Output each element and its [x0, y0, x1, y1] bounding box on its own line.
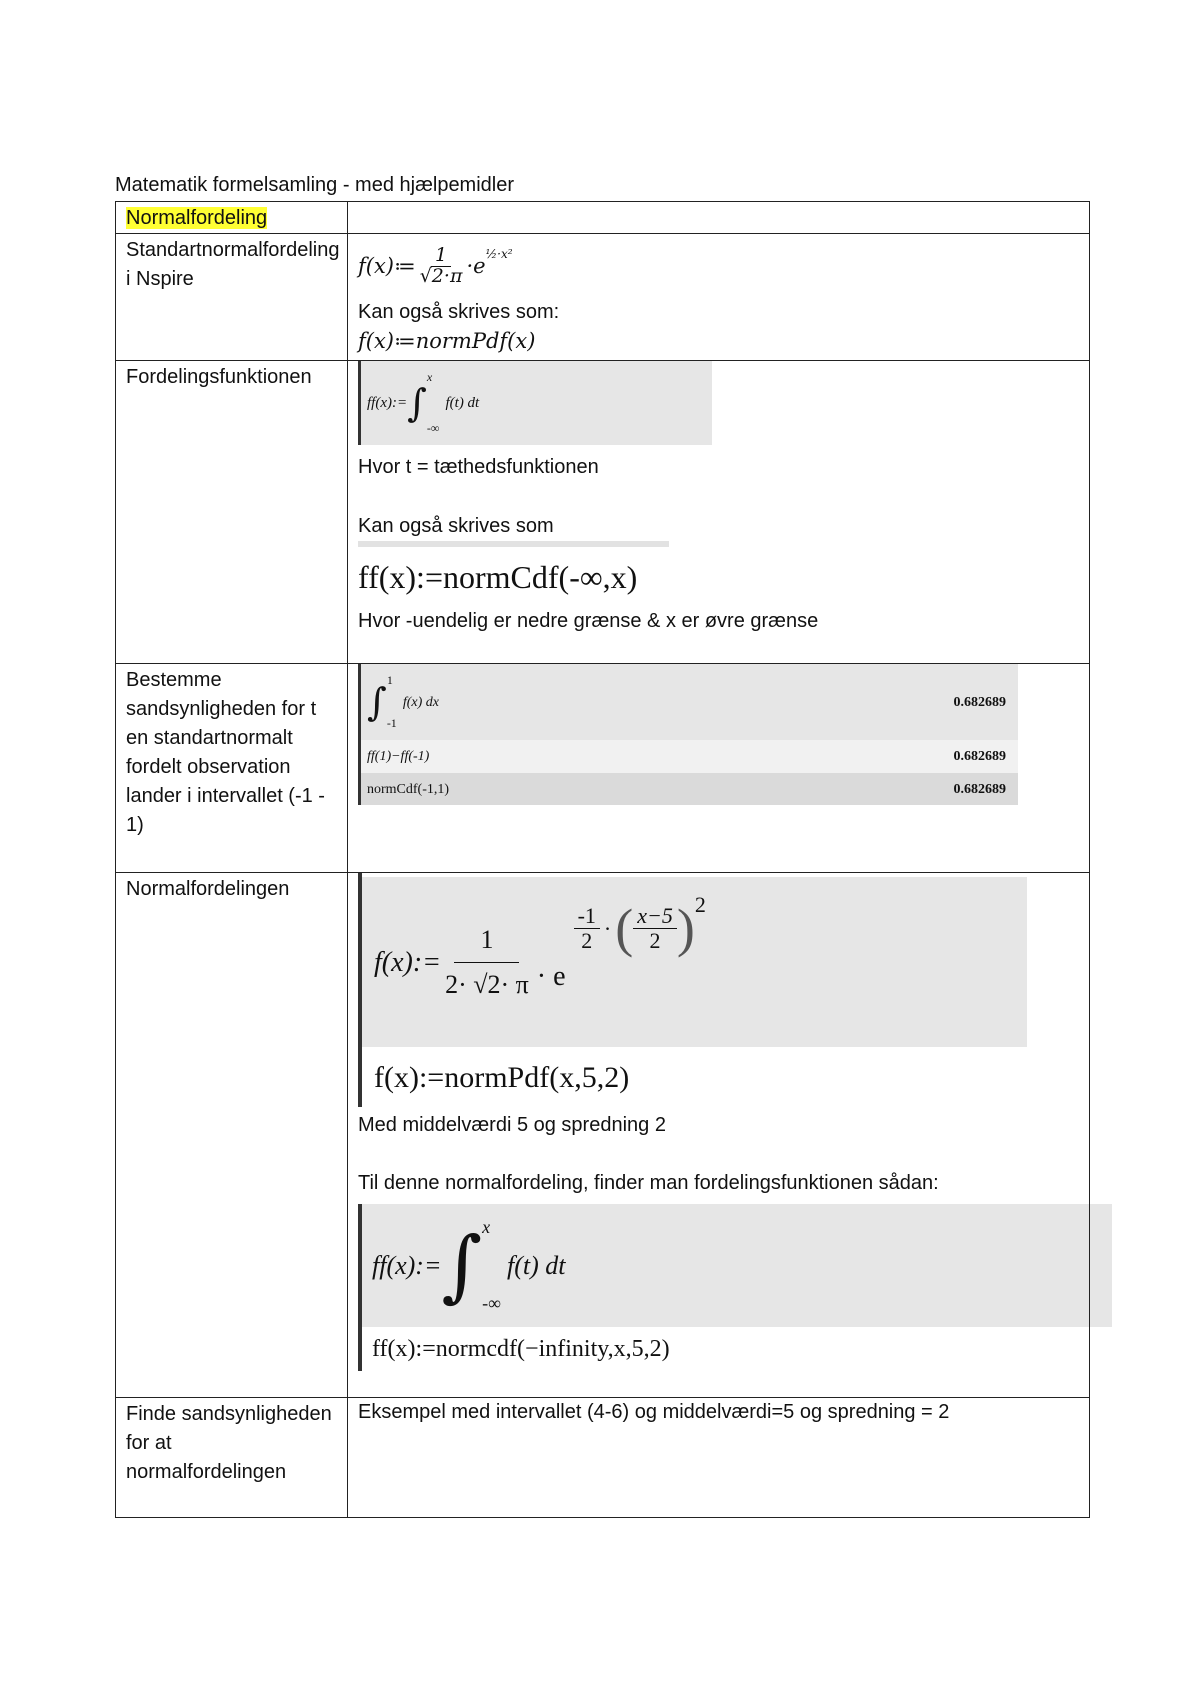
row-label-cell: Fordelingsfunktionen: [116, 361, 348, 664]
table-row: [116, 234, 1090, 361]
section-heading: Normalfordeling: [126, 207, 268, 229]
lower-limit: -1: [386, 715, 397, 730]
row-content-cell: [348, 234, 1090, 361]
cdf-integral-box: [358, 361, 712, 445]
fraction-denominator: 2· √2· π: [445, 969, 529, 999]
integrand: f(x) dx: [402, 694, 439, 710]
integral-lhs: ff(x):=: [367, 394, 408, 411]
exponent-group: $\frac{-1}{2}$ · ( $\frac{x-5}{2}$ ) 2: [574, 904, 706, 951]
lower-limit: -∞: [482, 1292, 501, 1313]
exp-base: · e: [536, 960, 566, 992]
integral-sign-icon: ∫: [367, 680, 387, 724]
normal-cdf-box: [358, 1204, 1112, 1371]
row-label-cell: Standartnormalfordeling i Nspire: [116, 234, 348, 361]
integrand: f(t) dt: [445, 394, 480, 411]
paren-numerator: x−5: [633, 904, 677, 928]
integral-limits: [387, 674, 397, 730]
table-row: [116, 1398, 1090, 1518]
cdf-integral: [362, 1204, 1112, 1327]
row-content-cell: [348, 664, 1090, 873]
lower-limit: -∞: [426, 420, 440, 435]
calc-row: [361, 740, 1018, 773]
integrand: f(t) dt: [506, 1251, 566, 1280]
paren-denominator: 2: [649, 927, 661, 953]
upper-limit: 1: [386, 673, 393, 687]
normal-pdf-box: [358, 873, 1027, 1107]
integral-lhs: ff(x):=: [372, 1251, 442, 1280]
document-title: Matematik formelsamling - med hjælpemidler: [115, 174, 515, 196]
pdf-formula: [362, 877, 1027, 1047]
alt-formula: f(x):=normPdf(x,5,2): [374, 1060, 630, 1094]
row-label-cell: [116, 202, 348, 234]
calc-expression: normCdf(-1,1): [367, 781, 450, 797]
note-text: Hvor t = tæthedsfunktionen: [358, 456, 599, 478]
row-label-cell: Normalfordelingen: [116, 873, 348, 1398]
fraction-numerator: 1: [454, 926, 519, 962]
cdf-formula: ff(x):=normcdf(−infinity,x,5,2): [372, 1335, 670, 1362]
calc-result: 0.682689: [953, 781, 1006, 797]
formula-lhs: f(x):=: [374, 946, 442, 978]
calculator-panel: [358, 664, 1018, 805]
fraction-numerator: 1: [431, 246, 451, 267]
also-written-text: Kan også skrives som: [358, 512, 669, 547]
note-text: Med middelværdi 5 og spredning 2: [358, 1114, 666, 1136]
exp-denominator: 2: [581, 927, 593, 953]
calc-result: 0.682689: [953, 694, 1006, 710]
formula-lhs: f(x)≔: [358, 253, 416, 278]
row-content-cell: [348, 202, 1090, 234]
calc-result: 0.682689: [953, 749, 1006, 764]
alt-formula: f(x)≔normPdf(x): [358, 329, 536, 353]
integral-limits: [482, 1218, 501, 1314]
note-text: Til denne normalfordeling, finder man fordelingsfunktionen sådan:: [358, 1172, 939, 1194]
standard-normal-formula: [358, 234, 1089, 298]
table-row: [116, 361, 1090, 664]
integral-limits: [427, 371, 440, 435]
calc-expression: ff(1)−ff(-1): [367, 749, 430, 764]
exp-base: ·e: [466, 253, 486, 278]
fraction-denominator: √2·π: [419, 264, 463, 287]
alt-formula: ff(x):=normCdf(-∞,x): [358, 559, 638, 595]
table-row: [116, 664, 1090, 873]
note-text: Hvor -uendelig er nedre grænse & x er øvre grænse: [358, 610, 819, 632]
integral-sign-icon: ∫: [441, 1220, 483, 1311]
table-row: [116, 202, 1090, 234]
power: 2: [694, 891, 706, 917]
also-written-text: Kan også skrives som:: [358, 301, 560, 323]
row-content-cell: Eksempel med intervallet (4-6) og middelværdi=5 og spredning = 2: [348, 1398, 1090, 1518]
exponent: ½·x²: [485, 246, 513, 261]
row-content-cell: [348, 361, 1090, 664]
upper-limit: x: [482, 1216, 491, 1237]
upper-limit: x: [426, 370, 433, 384]
paren-fraction: [633, 904, 677, 951]
calc-row: [361, 773, 1018, 805]
formula-fraction: [441, 926, 533, 998]
row-content-cell: [348, 873, 1090, 1398]
formula-table: [115, 201, 1090, 1518]
calc-row: [361, 664, 1018, 740]
formula-fraction: [416, 243, 467, 287]
integral-sign-icon: ∫: [407, 381, 427, 425]
row-label-cell: Finde sandsynligheden for at normalfordelingen: [116, 1398, 348, 1518]
table-row: [116, 873, 1090, 1398]
exp-fraction: [574, 904, 600, 951]
exp-numerator: -1: [574, 904, 600, 928]
row-label-cell: Bestemme sandsynligheden for t en standartnormalt fordelt observation lander i intervallet (-1 - 1): [116, 664, 348, 873]
